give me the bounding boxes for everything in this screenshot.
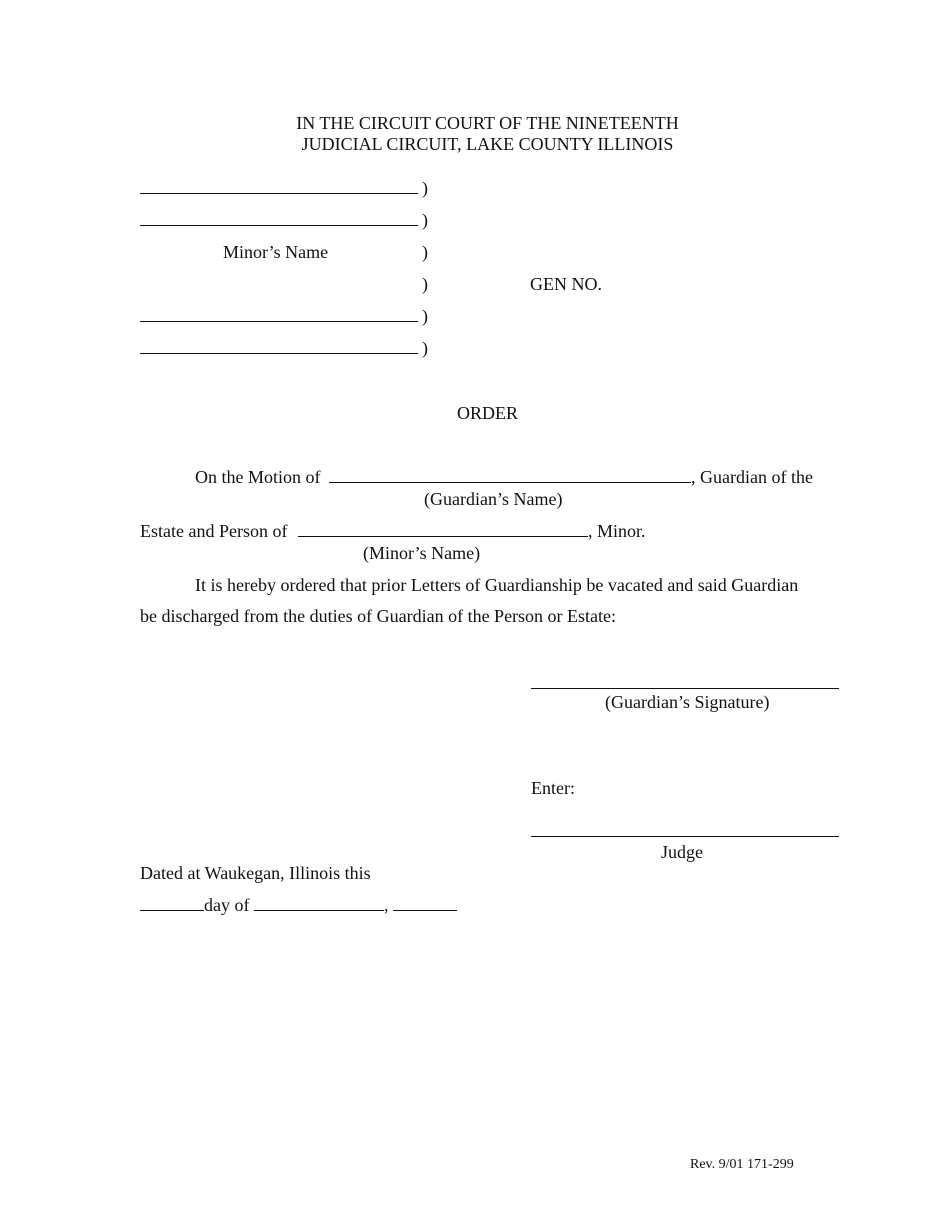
court-header-line2: JUDICIAL CIRCUIT, LAKE COUNTY ILLINOIS — [301, 134, 674, 154]
motion-suffix: , Guardian of the — [691, 467, 813, 487]
minor-name-caption: (Minor’s Name) — [363, 543, 481, 563]
caption-blank-4[interactable] — [140, 353, 418, 354]
guardian-signature-caption: (Guardian’s Signature) — [605, 692, 770, 712]
enter-label: Enter: — [531, 778, 575, 798]
order-title: ORDER — [457, 403, 519, 423]
dated-line: Dated at Waukegan, Illinois this — [140, 863, 371, 883]
judge-signature-line[interactable] — [531, 836, 839, 837]
year-blank[interactable] — [393, 910, 457, 911]
form-revision: Rev. 9/01 171-299 — [690, 1157, 794, 1172]
judge-caption: Judge — [661, 842, 703, 862]
date-fill-line — [140, 896, 457, 914]
caption-paren-4: ) — [422, 274, 428, 294]
order-text-line2: be discharged from the duties of Guardian of the Person or Estate: — [140, 606, 617, 626]
caption-paren-3: ) — [422, 242, 428, 262]
date-comma: , — [383, 895, 389, 915]
estate-suffix: , Minor. — [588, 521, 646, 541]
motion-prefix: On the Motion of — [195, 467, 321, 487]
caption-paren-1: ) — [422, 178, 428, 198]
guardian-name-caption: (Guardian’s Name) — [424, 489, 563, 509]
caption-minor-name-label: Minor’s Name — [223, 242, 329, 262]
estate-prefix: Estate and Person of — [140, 521, 288, 541]
caption-paren-6: ) — [422, 338, 428, 358]
caption-blank-3[interactable] — [140, 321, 418, 322]
order-text-line1: It is hereby ordered that prior Letters of Guardianship be vacated and said Guardian — [195, 575, 799, 595]
caption-paren-2: ) — [422, 210, 428, 230]
month-blank[interactable] — [254, 910, 384, 911]
guardian-name-blank[interactable] — [329, 482, 691, 483]
guardian-signature-line[interactable] — [531, 688, 839, 689]
caption-blank-1[interactable] — [140, 193, 418, 194]
minor-name-blank[interactable] — [298, 536, 588, 537]
day-of-label: day of — [204, 895, 250, 915]
caption-blank-2[interactable] — [140, 225, 418, 226]
court-header-line1: IN THE CIRCUIT COURT OF THE NINETEENTH — [296, 113, 679, 133]
caption-paren-5: ) — [422, 306, 428, 326]
gen-no-label: GEN NO. — [530, 274, 602, 294]
day-blank[interactable] — [140, 910, 204, 911]
